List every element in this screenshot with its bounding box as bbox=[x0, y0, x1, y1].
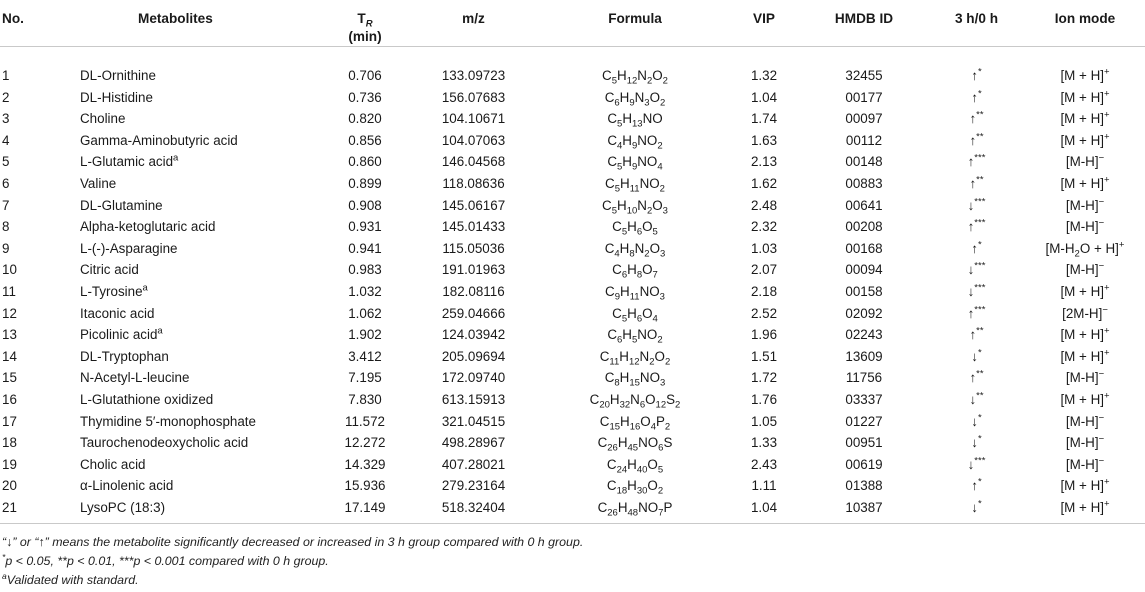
row-number: 19 bbox=[2, 456, 17, 472]
hmdb-id: 00148 bbox=[845, 154, 883, 170]
arrow-down-icon: ↓ bbox=[971, 435, 978, 451]
fold-change-indicator bbox=[928, 238, 1025, 260]
formula: $C_{20}H_{32}N_6O_{12}S_2$ bbox=[589, 391, 681, 411]
arrow-up-icon: ↑ bbox=[967, 305, 975, 321]
row-number: 6 bbox=[2, 175, 10, 191]
metabolite-name: DL-Tryptophan bbox=[80, 348, 169, 364]
significance-mark: * bbox=[978, 433, 982, 445]
retention-time: 7.830 bbox=[348, 391, 382, 407]
ion-mode: [M + H]+ bbox=[1060, 88, 1110, 105]
row-number: 1 bbox=[2, 68, 10, 83]
fold-change-indicator bbox=[928, 281, 1025, 303]
row-number: 5 bbox=[2, 154, 10, 170]
hmdb-id: 13609 bbox=[845, 348, 883, 364]
row-number: 8 bbox=[2, 219, 10, 235]
arrow-up-icon: ↑ bbox=[971, 89, 978, 105]
formula: $C_4H_8N_2O_3$ bbox=[604, 240, 666, 260]
formula: $C_5H_6O_4$ bbox=[612, 305, 658, 325]
retention-time: 0.820 bbox=[348, 111, 382, 127]
footnote-standard: $^a$Validated with standard. bbox=[2, 570, 139, 587]
arrow-up-icon: ↑ bbox=[971, 240, 978, 256]
arrow-up-icon: ↑ bbox=[967, 219, 975, 235]
fold-change-indicator bbox=[928, 108, 1025, 130]
table-row bbox=[0, 497, 1145, 524]
retention-time: 0.856 bbox=[348, 132, 382, 148]
ion-mode: [M-H]− bbox=[1065, 368, 1105, 386]
retention-time: 11.572 bbox=[345, 413, 385, 429]
hmdb-id: 02092 bbox=[845, 305, 883, 321]
row-number: 12 bbox=[2, 305, 17, 321]
table-row bbox=[0, 346, 1145, 368]
fold-change-indicator bbox=[928, 475, 1025, 497]
formula: $C_5H_6O_5$ bbox=[612, 219, 658, 238]
vip-value: 1.72 bbox=[750, 370, 778, 386]
ion-mode: [M + H]+ bbox=[1060, 66, 1110, 83]
table-row bbox=[0, 173, 1145, 195]
retention-time: 3.412 bbox=[348, 348, 382, 364]
row-number: 15 bbox=[2, 370, 17, 386]
metabolite-name: Citric acid bbox=[80, 262, 139, 278]
mz-value: 407.28021 bbox=[441, 456, 506, 472]
arrow-up-icon: ↑ bbox=[967, 154, 975, 170]
mz-value: 613.15913 bbox=[441, 391, 506, 407]
retention-time: 0.983 bbox=[348, 262, 382, 278]
table-row bbox=[0, 195, 1145, 217]
row-number: 20 bbox=[2, 478, 17, 494]
vip-value: 1.63 bbox=[750, 132, 778, 148]
metabolite-name: Picolinic acid$^a$ bbox=[80, 325, 163, 343]
ion-mode: $[M-H_2O + H]^+$ bbox=[1045, 239, 1125, 260]
significance-mark: *** bbox=[974, 196, 986, 208]
mz-value: 172.09740 bbox=[441, 370, 506, 386]
formula: $C_5H_{12}N_2O_2$ bbox=[602, 68, 668, 87]
vip-value: 1.74 bbox=[750, 111, 778, 127]
row-number: 14 bbox=[2, 348, 17, 364]
header-tr-sub: R bbox=[365, 18, 373, 30]
ion-mode: [M-H]− bbox=[1065, 433, 1105, 451]
fold-change-indicator bbox=[928, 151, 1025, 173]
hmdb-id: 00619 bbox=[845, 456, 883, 472]
ion-mode: [M-H]− bbox=[1065, 412, 1105, 429]
formula: $C_{26}H_{45}NO_6S$ bbox=[597, 435, 673, 454]
arrow-up-icon: ↑ bbox=[971, 68, 978, 83]
header-hmdb-id: HMDB ID bbox=[800, 0, 928, 47]
row-number: 3 bbox=[2, 111, 10, 127]
metabolite-name: L-Tyrosine$^a$ bbox=[80, 282, 148, 299]
metabolite-name: Valine bbox=[80, 175, 117, 191]
mz-value: 279.23164 bbox=[441, 478, 506, 494]
significance-mark: * bbox=[978, 239, 982, 251]
vip-value: 1.33 bbox=[750, 435, 778, 451]
significance-mark: * bbox=[978, 476, 982, 488]
significance-mark: ** bbox=[976, 368, 984, 380]
retention-time: 1.902 bbox=[348, 327, 382, 343]
hmdb-id: 00641 bbox=[845, 197, 883, 213]
header-retention-time bbox=[325, 0, 405, 47]
standard-validated-mark: a bbox=[157, 325, 163, 337]
row-number: 13 bbox=[2, 327, 17, 343]
table-row bbox=[0, 108, 1145, 130]
arrow-up-icon: ↑ bbox=[969, 132, 977, 148]
vip-value: 2.18 bbox=[750, 283, 778, 299]
row-number: 4 bbox=[2, 132, 10, 148]
row-number: 2 bbox=[2, 89, 10, 105]
row-number: 7 bbox=[2, 197, 10, 213]
ion-mode: [M + H]+ bbox=[1060, 131, 1110, 148]
hmdb-id: 01388 bbox=[845, 478, 883, 494]
retention-time: 0.736 bbox=[348, 89, 382, 105]
retention-time: 14.329 bbox=[344, 456, 386, 472]
standard-validated-mark: a bbox=[142, 282, 148, 294]
header-tr-unit: (min) bbox=[348, 29, 382, 44]
vip-value: 1.96 bbox=[750, 327, 778, 343]
arrow-down-icon: ↓ bbox=[969, 391, 977, 407]
arrow-down-icon: ↓ bbox=[967, 456, 975, 472]
arrow-down-icon: ↓ bbox=[971, 413, 978, 429]
mz-value: 182.08116 bbox=[442, 283, 505, 299]
significance-mark: * bbox=[978, 347, 982, 359]
vip-value: 1.76 bbox=[750, 391, 778, 407]
row-number: 21 bbox=[0, 497, 80, 524]
hmdb-id: 00094 bbox=[845, 262, 883, 278]
arrow-up-icon: ↑ bbox=[969, 370, 977, 386]
retention-time: 1.032 bbox=[348, 283, 382, 299]
table-row bbox=[0, 454, 1145, 476]
mz-value: 156.07683 bbox=[441, 89, 506, 105]
formula: $C_6H_9N_3O_2$ bbox=[604, 89, 666, 109]
row-number: 11 bbox=[2, 283, 16, 299]
table-row bbox=[0, 216, 1145, 238]
ion-mode: [M + H]+ bbox=[1060, 109, 1110, 127]
ion-mode: [2M-H]− bbox=[1062, 304, 1108, 321]
significance-mark: * bbox=[978, 88, 982, 100]
table-row bbox=[0, 303, 1145, 325]
mz-value: 115.05036 bbox=[442, 240, 505, 256]
hmdb-id: 00097 bbox=[845, 111, 883, 127]
table-row bbox=[0, 259, 1145, 281]
significance-mark: *** bbox=[974, 282, 986, 294]
vip-value: 1.04 bbox=[728, 497, 800, 524]
retention-time: 0.706 bbox=[348, 68, 382, 83]
arrow-down-icon: ↓ bbox=[971, 500, 978, 516]
vip-value: 2.13 bbox=[750, 154, 778, 170]
retention-time: 1.062 bbox=[348, 305, 382, 321]
metabolite-name: α-Linolenic acid bbox=[80, 478, 174, 494]
metabolite-name: N-Acetyl-L-leucine bbox=[80, 370, 190, 386]
fold-change-indicator bbox=[928, 216, 1025, 238]
mz-value: 518.32404 bbox=[405, 497, 542, 524]
hmdb-id: 01227 bbox=[845, 413, 883, 429]
hmdb-id: 00951 bbox=[845, 435, 883, 451]
ion-mode: [M + H]+ bbox=[1060, 174, 1110, 191]
metabolite-name: Thymidine 5′-monophosphate bbox=[80, 413, 256, 429]
ion-mode: [M + H]+ bbox=[1060, 390, 1110, 407]
hmdb-id: 00112 bbox=[845, 132, 883, 148]
hmdb-id: 03337 bbox=[845, 391, 883, 407]
formula: $C_6H_5NO_2$ bbox=[607, 327, 663, 346]
fold-change-indicator bbox=[928, 454, 1025, 476]
fold-change-indicator bbox=[928, 303, 1025, 325]
vip-value: 2.43 bbox=[750, 456, 778, 472]
significance-mark: * bbox=[978, 412, 982, 424]
header-mz: m/z bbox=[405, 0, 542, 47]
arrow-down-icon: ↓ bbox=[967, 283, 975, 299]
arrow-down-icon: ↓ bbox=[967, 262, 975, 278]
row-number: 18 bbox=[2, 435, 17, 451]
significance-mark: ** bbox=[976, 390, 984, 402]
hmdb-id: 10387 bbox=[800, 497, 928, 524]
standard-validated-mark: a bbox=[173, 152, 179, 164]
row-number: 10 bbox=[2, 262, 17, 278]
metabolite-name: DL-Ornithine bbox=[80, 68, 156, 83]
significance-mark: ** bbox=[976, 131, 984, 143]
ion-mode: [M + H]+ bbox=[1025, 497, 1145, 524]
ion-mode: [M + H]+ bbox=[1060, 347, 1110, 364]
ion-mode: [M-H]− bbox=[1065, 217, 1105, 235]
significance-mark: * bbox=[978, 66, 982, 78]
ion-mode: [M + H]+ bbox=[1060, 325, 1110, 343]
fold-change-indicator bbox=[928, 411, 1025, 433]
mz-value: 145.06167 bbox=[441, 197, 506, 213]
hmdb-id: 11756 bbox=[845, 370, 883, 386]
retention-time: 17.149 bbox=[325, 497, 405, 524]
fold-change-indicator bbox=[928, 47, 1025, 87]
formula: $C_{15}H_{16}O_4P_2$ bbox=[599, 413, 671, 433]
metabolite-name: Taurochenodeoxycholic acid bbox=[80, 435, 249, 451]
hmdb-id: 00177 bbox=[845, 89, 883, 105]
ion-mode: [M-H]− bbox=[1065, 152, 1105, 170]
table-body bbox=[0, 47, 1145, 524]
ion-mode: [M-H]− bbox=[1065, 455, 1105, 472]
metabolite-name: L-Glutathione oxidized bbox=[80, 391, 214, 407]
header-tr-main: T bbox=[357, 11, 366, 26]
significance-mark: ** bbox=[976, 109, 984, 121]
header-formula: Formula bbox=[542, 0, 728, 47]
significance-mark: *** bbox=[974, 152, 986, 164]
arrow-up-icon: ↑ bbox=[969, 111, 977, 127]
vip-value: 1.05 bbox=[750, 413, 778, 429]
footnote-significance: *p < 0.05, **p < 0.01, ***p < 0.001 compared with 0 h group. bbox=[2, 551, 329, 568]
formula: $C_5H_{13}NO$ bbox=[607, 111, 663, 130]
metabolite-name: L-(-)-Asparagine bbox=[80, 240, 178, 256]
metabolite-name: LysoPC (18:3) bbox=[80, 497, 325, 524]
table-row bbox=[0, 411, 1145, 433]
ion-mode: [M-H]− bbox=[1065, 196, 1105, 213]
formula: $C_{11}H_{12}N_2O_2$ bbox=[599, 348, 671, 368]
vip-value: 2.48 bbox=[750, 197, 778, 213]
mz-value: 124.03942 bbox=[441, 327, 506, 343]
table-row bbox=[0, 389, 1145, 411]
mz-value: 321.04515 bbox=[441, 413, 506, 429]
mz-value: 145.01433 bbox=[441, 219, 506, 235]
fold-change-indicator bbox=[928, 324, 1025, 346]
row-number: 17 bbox=[2, 413, 17, 429]
hmdb-id: 02243 bbox=[845, 327, 883, 343]
formula: $C_8H_{15}NO_3$ bbox=[604, 370, 666, 389]
fold-change-indicator bbox=[928, 389, 1025, 411]
significance-mark: ** bbox=[976, 325, 984, 337]
vip-value: 1.51 bbox=[750, 348, 778, 364]
table-row bbox=[0, 238, 1145, 260]
metabolite-name: Gamma-Aminobutyric acid bbox=[80, 132, 238, 148]
mz-value: 118.08636 bbox=[442, 175, 505, 191]
retention-time: 0.908 bbox=[348, 197, 382, 213]
table-row bbox=[0, 87, 1145, 109]
header-ion-mode: Ion mode bbox=[1025, 0, 1145, 47]
table-row bbox=[0, 367, 1145, 389]
row-number: 16 bbox=[2, 391, 17, 407]
table-row bbox=[0, 475, 1145, 497]
mz-value: 104.10671 bbox=[441, 111, 506, 127]
table-row bbox=[0, 281, 1145, 303]
significance-mark: *** bbox=[974, 455, 986, 467]
metabolite-name: Itaconic acid bbox=[80, 305, 155, 321]
formula: $C_{24}H_{40}O_5$ bbox=[606, 456, 664, 476]
fold-change-indicator bbox=[928, 367, 1025, 389]
metabolite-name: DL-Histidine bbox=[80, 89, 153, 105]
vip-value: 1.62 bbox=[750, 175, 778, 191]
retention-time: 15.936 bbox=[344, 478, 386, 494]
mz-value: 498.28967 bbox=[441, 435, 506, 451]
significance-mark: *** bbox=[974, 217, 986, 229]
formula: $C_5H_{10}N_2O_3$ bbox=[602, 197, 668, 217]
vip-value: 2.07 bbox=[750, 262, 778, 278]
ion-mode: [M + H]+ bbox=[1060, 282, 1110, 299]
hmdb-id: 00883 bbox=[845, 175, 883, 191]
significance-mark: *** bbox=[974, 260, 986, 272]
table-row bbox=[0, 432, 1145, 454]
vip-value: 1.03 bbox=[750, 240, 778, 256]
metabolite-name: Cholic acid bbox=[80, 456, 146, 472]
retention-time: 7.195 bbox=[348, 370, 382, 386]
formula: $C_6H_8O_7$ bbox=[612, 262, 658, 282]
header-ratio: 3 h/0 h bbox=[928, 0, 1025, 47]
fold-change-indicator bbox=[928, 497, 1025, 524]
mz-value: 146.04568 bbox=[441, 154, 506, 170]
row-number: 9 bbox=[2, 240, 10, 256]
hmdb-id: 00208 bbox=[845, 219, 883, 235]
fold-change-indicator bbox=[928, 346, 1025, 368]
metabolite-name: L-Glutamic acid$^a$ bbox=[80, 152, 179, 170]
significance-mark: ** bbox=[976, 174, 984, 186]
vip-value: 2.32 bbox=[750, 219, 778, 235]
hmdb-id: 00168 bbox=[845, 240, 883, 256]
ion-mode: [M + H]+ bbox=[1060, 476, 1110, 494]
fold-change-indicator bbox=[928, 432, 1025, 454]
formula: $C_{18}H_{30}O_2$ bbox=[606, 478, 664, 497]
header-metabolites: Metabolites bbox=[80, 0, 325, 47]
vip-value: 1.04 bbox=[750, 89, 778, 105]
header-no: No. bbox=[0, 0, 80, 47]
arrow-down-icon: ↓ bbox=[971, 348, 978, 364]
fold-change-indicator bbox=[928, 195, 1025, 217]
mz-value: 259.04666 bbox=[441, 305, 506, 321]
significance-mark: *** bbox=[974, 304, 986, 316]
hmdb-id: 32455 bbox=[845, 68, 883, 83]
formula: $C_5H_{11}NO_2$ bbox=[605, 175, 665, 195]
table-row bbox=[0, 47, 1145, 87]
mz-value: 133.09723 bbox=[441, 68, 506, 83]
metabolite-name: Choline bbox=[80, 111, 126, 127]
fold-change-indicator bbox=[928, 173, 1025, 195]
formula: $C_4H_9NO_2$ bbox=[607, 132, 663, 152]
fold-change-indicator bbox=[928, 87, 1025, 109]
table-row bbox=[0, 324, 1145, 346]
retention-time: 12.272 bbox=[344, 435, 386, 451]
retention-time: 0.899 bbox=[348, 175, 382, 191]
retention-time: 0.860 bbox=[348, 154, 382, 170]
mz-value: 205.09694 bbox=[441, 348, 506, 364]
table-row bbox=[0, 130, 1145, 152]
vip-value: 1.32 bbox=[750, 68, 778, 83]
significance-mark: * bbox=[978, 498, 982, 510]
fold-change-indicator bbox=[928, 259, 1025, 281]
mz-value: 104.07063 bbox=[441, 132, 506, 148]
arrow-up-icon: ↑ bbox=[969, 175, 977, 191]
metabolite-name: DL-Glutamine bbox=[80, 197, 163, 213]
retention-time: 0.931 bbox=[348, 219, 382, 235]
formula: $C_{26}H_{48}NO_7P$ bbox=[542, 497, 728, 524]
hmdb-id: 00158 bbox=[845, 283, 883, 299]
arrow-down-icon: ↓ bbox=[967, 197, 975, 213]
vip-value: 1.11 bbox=[751, 478, 777, 494]
header-vip: VIP bbox=[728, 0, 800, 47]
formula: $C_9H_{11}NO_3$ bbox=[605, 283, 665, 303]
table-footnotes bbox=[2, 533, 583, 590]
metabolite-name: Alpha-ketoglutaric acid bbox=[80, 219, 216, 235]
arrow-up-icon: ↑ bbox=[971, 478, 978, 494]
fold-change-indicator bbox=[928, 130, 1025, 152]
ion-mode: [M-H]− bbox=[1065, 260, 1105, 278]
mz-value: 191.01963 bbox=[441, 262, 506, 278]
retention-time: 0.941 bbox=[348, 240, 382, 256]
table-row bbox=[0, 151, 1145, 173]
table-header-row bbox=[0, 0, 1145, 47]
vip-value: 2.52 bbox=[750, 305, 778, 321]
formula: $C_5H_9NO_4$ bbox=[607, 154, 663, 174]
arrow-up-icon: ↑ bbox=[969, 327, 977, 343]
footnote-arrow: “↓” or “↑” means the metabolite significantly decreased or increased in 3 h group compared with 0 h group. bbox=[2, 535, 584, 549]
